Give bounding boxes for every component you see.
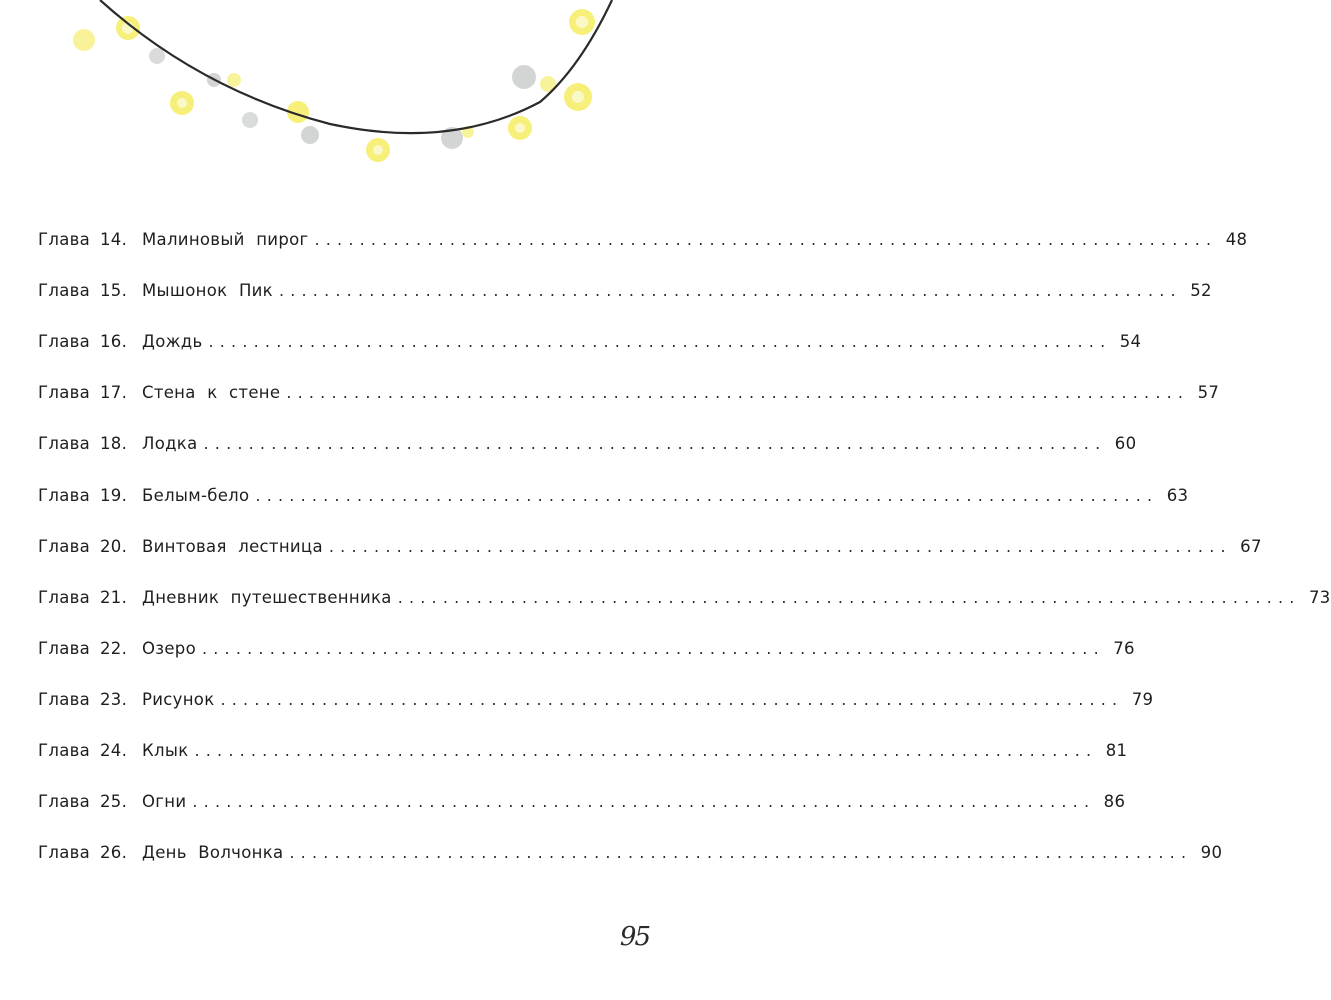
chapter-number: 17.: [100, 383, 128, 403]
chapter-number: 20.: [100, 536, 128, 556]
toc-entry: [38, 332, 1142, 360]
chapter-title: Озеро: [142, 638, 196, 658]
chapter-page-number: 86: [1103, 792, 1126, 812]
dot-leader: ................................................................................: [220, 689, 1124, 709]
dot-leader: ................................................................................: [397, 587, 1301, 607]
chapter-label: Глава: [38, 587, 91, 607]
toc-entry: [38, 485, 1189, 514]
chapter-number: 25.: [100, 792, 128, 812]
chapter-title: Рисунок: [142, 689, 215, 709]
chapter-label: Глава: [38, 434, 91, 454]
chapter-number: 23.: [100, 689, 128, 709]
chapter-page-number: 52: [1190, 281, 1212, 301]
chapter-number: 14.: [100, 230, 128, 249]
chapter-number: 22.: [100, 638, 128, 658]
toc-entry: [38, 638, 1135, 667]
chapter-title: Дневник путешественника: [142, 587, 392, 607]
chapter-number: 26.: [100, 843, 128, 863]
chapter-label: Глава: [38, 383, 91, 403]
toc-entry: [38, 536, 1262, 565]
chapter-number: 15.: [100, 281, 128, 301]
chapter-number: 21.: [100, 587, 128, 607]
chapter-label: Глава: [38, 843, 91, 863]
chapter-page-number: 76: [1113, 638, 1135, 658]
dot-leader: ................................................................................: [314, 230, 1218, 249]
toc-entry: [38, 587, 1331, 616]
chapter-label: Глава: [38, 689, 91, 709]
dot-leader: ................................................................................: [328, 536, 1232, 556]
dot-leader: ................................................................................: [278, 281, 1182, 301]
chapter-page-number: 81: [1105, 741, 1128, 760]
toc-entry: [38, 383, 1220, 411]
chapter-title: Белым-бело: [142, 485, 250, 505]
chapter-title: День Волчонка: [142, 843, 284, 863]
dot-leader: ................................................................................: [194, 741, 1098, 760]
toc-entry: [38, 689, 1154, 718]
chapter-number: 18.: [100, 434, 128, 454]
chapter-title: Винтовая лестница: [142, 536, 323, 556]
toc-entry: [38, 792, 1126, 820]
toc-entry: [38, 741, 1128, 769]
dot-leader: ................................................................................: [286, 383, 1190, 403]
toc-entry: [38, 230, 1248, 258]
page-number: 95: [619, 922, 649, 952]
dot-leader: ................................................................................: [201, 638, 1105, 658]
chapter-title: Клык: [142, 741, 189, 760]
toc-entry: [38, 843, 1223, 871]
chapter-page-number: 79: [1131, 689, 1154, 709]
chapter-title: Стена к стене: [142, 383, 281, 403]
chapter-page-number: 54: [1119, 332, 1142, 352]
chapter-number: 19.: [100, 485, 128, 505]
chapter-label: Глава: [38, 638, 91, 658]
toc-entry: [38, 281, 1212, 309]
toc-entry: [38, 434, 1137, 462]
chapter-title: Лодка: [142, 434, 198, 454]
chapter-label: Глава: [38, 332, 91, 352]
dot-leader: ................................................................................: [192, 792, 1096, 812]
chapter-number: 16.: [100, 332, 128, 352]
chapter-label: Глава: [38, 230, 91, 249]
chapter-number: 24.: [100, 741, 128, 760]
chapter-page-number: 60: [1114, 434, 1137, 454]
chapter-title: Дождь: [142, 332, 203, 352]
chapter-title: Огни: [142, 792, 187, 812]
dot-leader: ................................................................................: [203, 434, 1107, 454]
chapter-label: Глава: [38, 741, 91, 760]
chapter-label: Глава: [38, 281, 91, 301]
dot-leader: ................................................................................: [255, 485, 1159, 505]
chapter-title: Малиновый пирог: [142, 230, 309, 249]
chapter-title: Мышонок Пик: [142, 281, 273, 301]
chapter-page-number: 57: [1197, 383, 1220, 403]
dot-leader: ................................................................................: [208, 332, 1112, 352]
chapter-label: Глава: [38, 792, 91, 812]
chapter-page-number: 63: [1166, 485, 1189, 505]
chapter-label: Глава: [38, 485, 91, 505]
dot-leader: ................................................................................: [289, 843, 1193, 863]
chapter-page-number: 90: [1200, 843, 1223, 863]
chapter-page-number: 48: [1225, 230, 1248, 249]
chapter-page-number: 73: [1308, 587, 1331, 607]
chapter-page-number: 67: [1240, 536, 1262, 556]
chapter-label: Глава: [38, 536, 91, 556]
